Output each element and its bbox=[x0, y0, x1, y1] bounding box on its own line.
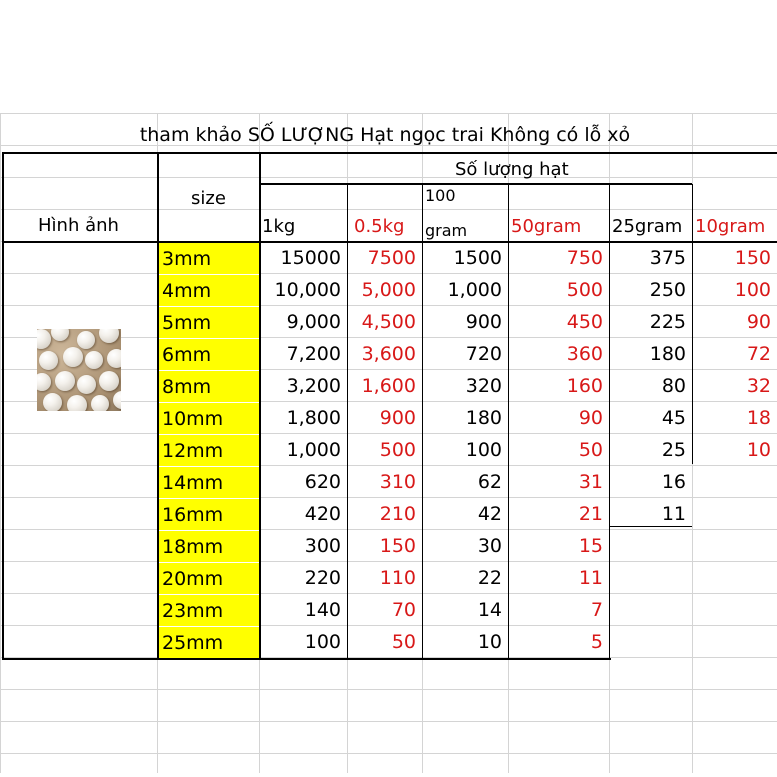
table-cell: 11 bbox=[578, 567, 603, 589]
table-cell: 100 bbox=[734, 279, 771, 301]
table-cell: 150 bbox=[734, 247, 771, 269]
table-cell: 18 bbox=[746, 407, 771, 429]
header-weight: 10gram bbox=[695, 215, 766, 237]
table-cell: 250 bbox=[649, 279, 686, 301]
table-cell: 80 bbox=[661, 375, 686, 397]
pearl-bead bbox=[77, 331, 95, 349]
table-cell bbox=[692, 626, 777, 658]
size-cell: 6mm bbox=[159, 339, 259, 370]
table-cell: 3,200 bbox=[286, 375, 341, 397]
table-cell: 50 bbox=[578, 439, 603, 461]
table-cell: 7,200 bbox=[286, 343, 341, 365]
pearl-bead bbox=[77, 375, 96, 394]
gridline-horizontal bbox=[0, 753, 777, 754]
table-cell: 140 bbox=[304, 599, 341, 621]
table-cell: 70 bbox=[391, 599, 416, 621]
pearl-bead bbox=[107, 349, 121, 368]
table-title: tham khảo SỐ LƯỢNG Hạt ngọc trai Không có lỗ xỏ bbox=[139, 124, 631, 146]
table-border bbox=[422, 184, 423, 660]
pearl-bead bbox=[51, 329, 69, 341]
table-cell: 300 bbox=[304, 535, 341, 557]
pearl-bead bbox=[85, 351, 103, 369]
table-cell: 900 bbox=[465, 311, 502, 333]
table-border bbox=[2, 241, 777, 243]
table-cell: 15 bbox=[578, 535, 603, 557]
size-cell: 16mm bbox=[159, 499, 259, 530]
table-cell: 10,000 bbox=[274, 279, 341, 301]
pearl-bead bbox=[91, 395, 109, 411]
table-cell bbox=[609, 530, 692, 562]
pearl-product-image bbox=[37, 329, 121, 411]
table-cell: 21 bbox=[578, 503, 603, 525]
table-cell: 1,000 bbox=[447, 279, 502, 301]
header-weight: 25gram bbox=[612, 215, 683, 237]
table-cell: 10 bbox=[477, 631, 502, 653]
table-cell: 310 bbox=[379, 471, 416, 493]
header-weight: 50gram bbox=[511, 215, 582, 237]
table-cell bbox=[609, 626, 692, 658]
table-cell: 14 bbox=[477, 599, 502, 621]
gridline-vertical bbox=[0, 113, 1, 773]
pearl-bead bbox=[67, 395, 87, 411]
gridline-horizontal bbox=[0, 721, 777, 722]
table-border bbox=[609, 184, 610, 464]
table-cell: 180 bbox=[649, 343, 686, 365]
table-cell: 220 bbox=[304, 567, 341, 589]
table-border bbox=[259, 183, 692, 185]
table-cell bbox=[692, 498, 777, 530]
gridline-horizontal bbox=[0, 177, 777, 178]
pearl-bead bbox=[43, 393, 62, 411]
table-cell: 7500 bbox=[367, 247, 416, 269]
table-cell: 4,500 bbox=[361, 311, 416, 333]
table-cell: 10 bbox=[746, 439, 771, 461]
size-cell: 14mm bbox=[159, 467, 259, 498]
table-cell: 30 bbox=[477, 535, 502, 557]
pearl-bead bbox=[99, 371, 119, 391]
table-cell: 450 bbox=[566, 311, 603, 333]
header-weight: 0.5kg bbox=[354, 215, 405, 237]
table-cell: 3,600 bbox=[361, 343, 416, 365]
table-cell: 500 bbox=[566, 279, 603, 301]
table-border bbox=[2, 152, 4, 660]
table-cell: 750 bbox=[566, 247, 603, 269]
table-border bbox=[609, 526, 692, 527]
pearl-bead bbox=[39, 351, 58, 370]
size-cell: 3mm bbox=[159, 243, 259, 274]
table-cell: 160 bbox=[566, 375, 603, 397]
size-cell: 20mm bbox=[159, 563, 259, 594]
table-cell: 16 bbox=[661, 471, 686, 493]
table-cell bbox=[692, 466, 777, 498]
table-cell: 7 bbox=[590, 599, 603, 621]
table-cell: 22 bbox=[477, 567, 502, 589]
table-cell: 50 bbox=[391, 631, 416, 653]
size-cell: 5mm bbox=[159, 307, 259, 338]
table-cell: 25 bbox=[661, 439, 686, 461]
table-cell: 5,000 bbox=[361, 279, 416, 301]
table-cell: 150 bbox=[379, 535, 416, 557]
table-cell: 225 bbox=[649, 311, 686, 333]
table-cell: 32 bbox=[746, 375, 771, 397]
table-border bbox=[2, 152, 777, 154]
header-weight-line: gram bbox=[425, 221, 468, 240]
table-cell bbox=[609, 562, 692, 594]
gridline-horizontal bbox=[0, 689, 777, 690]
table-cell: 15000 bbox=[280, 247, 341, 269]
table-cell bbox=[609, 594, 692, 626]
table-cell: 620 bbox=[304, 471, 341, 493]
table-cell: 320 bbox=[465, 375, 502, 397]
size-cell: 8mm bbox=[159, 371, 259, 402]
pearl-bead bbox=[37, 329, 51, 349]
table-cell: 5 bbox=[590, 631, 603, 653]
table-cell: 1,600 bbox=[361, 375, 416, 397]
table-cell: 9,000 bbox=[286, 311, 341, 333]
table-border bbox=[157, 152, 159, 660]
table-cell: 11 bbox=[661, 503, 686, 525]
table-cell: 360 bbox=[566, 343, 603, 365]
table-cell: 720 bbox=[465, 343, 502, 365]
header-quantity-group: Số lượng hạt bbox=[455, 158, 569, 180]
header-size: size bbox=[191, 187, 226, 209]
pearl-bead bbox=[113, 391, 121, 409]
table-cell: 90 bbox=[578, 407, 603, 429]
table-cell bbox=[692, 594, 777, 626]
gridline-horizontal bbox=[0, 113, 777, 114]
pearl-bead bbox=[99, 329, 119, 343]
table-cell: 420 bbox=[304, 503, 341, 525]
header-image: Hình ảnh bbox=[38, 214, 119, 236]
header-weight: 1kg bbox=[262, 215, 296, 237]
table-cell bbox=[692, 530, 777, 562]
table-cell: 210 bbox=[379, 503, 416, 525]
table-cell: 45 bbox=[661, 407, 686, 429]
table-cell: 100 bbox=[465, 439, 502, 461]
pearl-bead bbox=[37, 373, 51, 391]
table-cell: 31 bbox=[578, 471, 603, 493]
table-border bbox=[347, 184, 348, 660]
table-cell: 900 bbox=[379, 407, 416, 429]
table-cell: 72 bbox=[746, 343, 771, 365]
pearl-bead bbox=[63, 347, 83, 367]
table-cell: 110 bbox=[379, 567, 416, 589]
header-weight bbox=[425, 186, 509, 240]
table-cell: 90 bbox=[746, 311, 771, 333]
size-cell: 25mm bbox=[159, 627, 259, 658]
size-cell: 10mm bbox=[159, 403, 259, 434]
table-cell: 1500 bbox=[453, 247, 502, 269]
header-weight-line: 100 bbox=[425, 186, 456, 205]
size-cell: 4mm bbox=[159, 275, 259, 306]
table-cell: 180 bbox=[465, 407, 502, 429]
table-border bbox=[609, 464, 610, 660]
table-cell: 500 bbox=[379, 439, 416, 461]
size-cell: 18mm bbox=[159, 531, 259, 562]
pearl-bead bbox=[55, 371, 75, 391]
table-cell bbox=[692, 562, 777, 594]
size-cell: 23mm bbox=[159, 595, 259, 626]
size-cell: 12mm bbox=[159, 435, 259, 466]
table-cell: 1,000 bbox=[286, 439, 341, 461]
table-border bbox=[692, 184, 693, 464]
table-border bbox=[2, 658, 611, 660]
table-border bbox=[259, 152, 261, 660]
table-cell: 42 bbox=[477, 503, 502, 525]
table-cell: 1,800 bbox=[286, 407, 341, 429]
table-cell: 375 bbox=[649, 247, 686, 269]
table-cell: 100 bbox=[304, 631, 341, 653]
table-cell: 62 bbox=[477, 471, 502, 493]
table-border bbox=[508, 184, 509, 660]
